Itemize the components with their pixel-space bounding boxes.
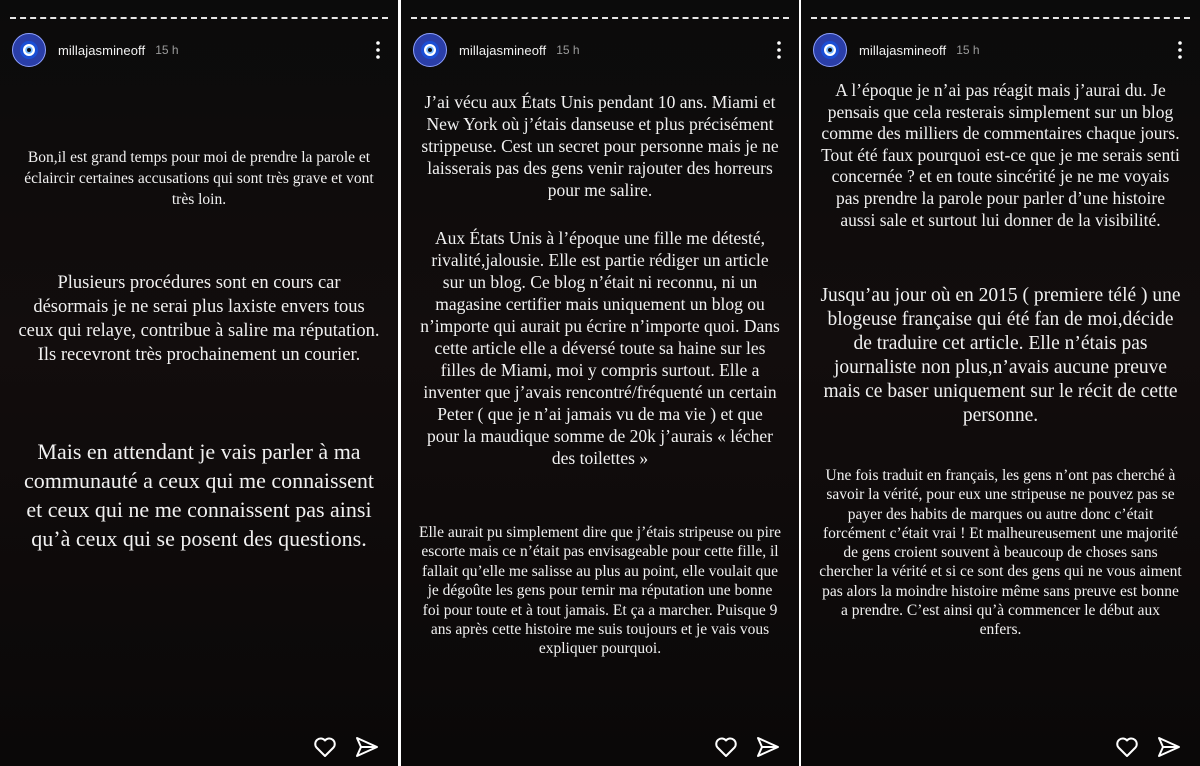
post-time: 15 h [155, 43, 179, 57]
evil-eye-icon [19, 40, 39, 60]
story-panel-2[interactable] [401, 0, 799, 766]
send-icon[interactable] [755, 734, 781, 760]
send-icon[interactable] [354, 734, 380, 760]
post-time: 15 h [956, 43, 980, 57]
story-actions [312, 734, 380, 760]
story-text-1: A l’époque je n’ai pas réagit mais j’aurai du. Je pensais que cela resterais simplement sur un blog comme des milliers de commentaires chaque jours. Tout été faux pourquoi est-ce que je me serais senti concernée ? et en toute sincérité je ne me voyais pas prendre la parole pour parler d’une histoire aussi sale et surtout lui donner de la visibilité. [821, 80, 1180, 230]
progress-bar [10, 17, 388, 21]
post-time: 15 h [556, 43, 580, 57]
send-icon[interactable] [1156, 734, 1182, 760]
heart-icon[interactable] [713, 734, 739, 760]
story-header [12, 30, 386, 70]
username[interactable]: millajasmineoff [58, 42, 146, 58]
heart-icon[interactable] [312, 734, 338, 760]
more-options-icon[interactable] [771, 38, 787, 62]
story-actions [713, 734, 781, 760]
story-text-2: Plusieurs procédures sont en cours car désormais je ne serai plus laxiste envers tous ceux qui relaye, contribue à salire ma réputation. Ils recevront très prochainement un courier. [18, 273, 380, 365]
story-text-1: J’ai vécu aux États Unis pendant 10 ans. Miami et New York où j’étais danseuse et plus précisément strippeuse. Cest un secret pour personne mais je ne laisserais pas des gens venir rajouter des horreurs pour me salire. [421, 92, 779, 200]
evil-eye-icon [820, 40, 840, 60]
heart-icon[interactable] [1114, 734, 1140, 760]
story-actions [1114, 734, 1182, 760]
story-header [413, 30, 787, 70]
story-header [813, 30, 1188, 70]
story-panel-1[interactable] [0, 0, 398, 766]
avatar[interactable] [813, 33, 847, 67]
progress-bar [811, 17, 1190, 21]
username[interactable]: millajasmineoff [459, 42, 547, 58]
story-text-3: Une fois traduit en français, les gens n’ont pas cherché à savoir la vérité, pour eux une stripeuse ne pouvez pas se payer des habits de marques ou autre donc c’était forcément c’était vrai ! Et malheureusement une majorité de gens croient souvent à beaucoup de choses sans chercher la vérité et si ce sont des gens qui ne vous aiment pas alors la moindre histoire même sans preuve est bonne a prendre. C’est ainsi qu’à commencer le début aux enfers. [819, 467, 1182, 639]
story-text-2: Jusqu’au jour où en 2015 ( premiere télé ) une blogeuse française qui été fan de moi,décide de traduire cet article. Elle n’étais pas journaliste non plus,n’avais aucune preuve mais ce baser uniquement sur le récit de cette personne. [820, 285, 1181, 426]
story-text-2: Aux États Unis à l’époque une fille me détesté, rivalité,jalousie. Elle est partie rédiger un article sur un blog. Ce blog n’était ni reconnu, ni un magasine certifier mais uniquement un blog ou n’importe qui aurait pu écrire n’importe quoi. Dans cette article elle a déversé toute sa haine sur les filles de Miami, moi y compris surtout. Elle a inventer que j’avais rencontré/fréquenté un certain Peter ( que je n’ai jamais vu de ma vie ) et que pour la maudique somme de 20k j’aurais « lécher des toilettes » [420, 228, 780, 468]
story-text-3: Elle aurait pu simplement dire que j’étais stripeuse ou pire escorte mais ce n’était pas envisageable pour cette fille, il fallait qu’elle me salisse au plus au point, elle voulait que je dégoûte les gens pour ternir ma réputation une bonne foi pour toute et à tout jamais. Et ça a marcher. Puisque 9 ans après cette histoire me suis toujours et je vais vous expliquer pourquoi. [419, 524, 781, 658]
username[interactable]: millajasmineoff [859, 42, 947, 58]
story-panel-3[interactable] [801, 0, 1200, 766]
story-text-1: Bon,il est grand temps pour moi de prendre la parole et éclaircir certaines accusations qui sont très grave et vont très loin. [24, 149, 374, 208]
avatar[interactable] [12, 33, 46, 67]
more-options-icon[interactable] [370, 38, 386, 62]
more-options-icon[interactable] [1172, 38, 1188, 62]
progress-bar [411, 17, 789, 21]
evil-eye-icon [420, 40, 440, 60]
story-text-3: Mais en attendant je vais parler à ma communauté a ceux qui me connaissent et ceux qui ne me connaissent pas ainsi qu’à ceux qui se posent des questions. [23, 439, 375, 551]
avatar[interactable] [413, 33, 447, 67]
